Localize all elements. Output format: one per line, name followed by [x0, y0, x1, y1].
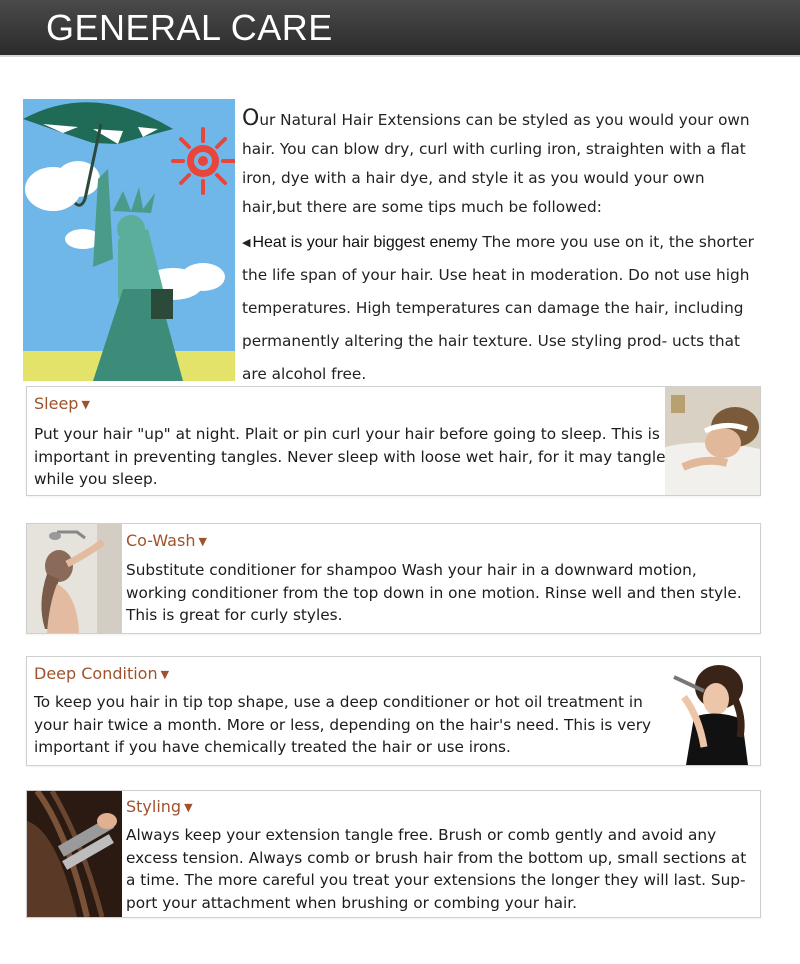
page-title: GENERAL CARE: [46, 7, 333, 48]
arrow-down-icon: ▼: [198, 535, 207, 548]
curling-iron-woman-photo: [664, 657, 760, 765]
sleep-section: [26, 386, 761, 496]
cowash-title: Co-Wash ▼: [126, 531, 207, 550]
cowash-body: Substitute conditioner for shampoo Wash your hair in a downward motion, working conditioner from the top down in one motion. Rinse well and then style. This is great for curly styles.: [126, 561, 742, 624]
arrow-down-icon: ▼: [81, 398, 90, 411]
sleeping-woman-photo: [665, 387, 760, 495]
styling-section: [26, 790, 761, 918]
triangle-left-icon: ◀: [242, 236, 251, 249]
arrow-down-icon: ▼: [160, 668, 170, 681]
cowash-section: [26, 523, 761, 634]
heat-tip-lead: Heat is your hair biggest enemy: [252, 234, 478, 251]
statue-umbrella-illustration: [23, 99, 235, 381]
header-divider: [0, 55, 800, 57]
intro-text: ur Natural Hair Extensions can be styled as you would your own hair. You can blow dry, curl with curling iron, straighten with a flat iron, dye with a hair dye, and style it as you would your own hair,but there are some tips much be followed:: [242, 111, 750, 216]
styling-title: Styling ▼: [126, 797, 193, 816]
deep-condition-body: To keep you hair in tip top shape, use a deep conditioner or hot oil treatment in your hair twice a month. More or less, depending on the hair's need. This is very important if you have chemically treated the hair or use irons.: [34, 693, 652, 756]
shower-woman-photo: [27, 524, 122, 633]
page-header: [0, 0, 800, 55]
drop-cap: O: [242, 106, 260, 131]
intro-paragraph: [242, 104, 762, 222]
sleep-body: Put your hair "up" at night. Plait or pin curl your hair before going to sleep. This is important in preventing tangles. Never sleep with loose wet hair, for it may tangle while you sleep.: [34, 425, 666, 488]
heat-tip-text: The more you use on it, the shorter the life span of your hair. Use heat in moderation. Do not use high temperatures. High temperatures can damage the hair, including permanently altering the hair texture. Use styling prod- ucts that are alcohol free.: [242, 233, 754, 383]
arrow-down-icon: ▼: [184, 801, 193, 814]
flat-iron-hair-photo: [27, 791, 122, 917]
deep-condition-title: Deep Condition ▼: [34, 664, 170, 683]
sleep-title: Sleep ▼: [34, 394, 90, 413]
heat-tip-paragraph: [242, 226, 762, 391]
deep-condition-section: [26, 656, 761, 766]
styling-body: Always keep your extension tangle free. Brush or comb gently and avoid any excess tension. Always comb or brush hair from the bottom up, small sections at a time. The more careful you treat your extensions the longer they will last. Sup- port your attachment when brushing or combing your hair.: [126, 826, 747, 912]
